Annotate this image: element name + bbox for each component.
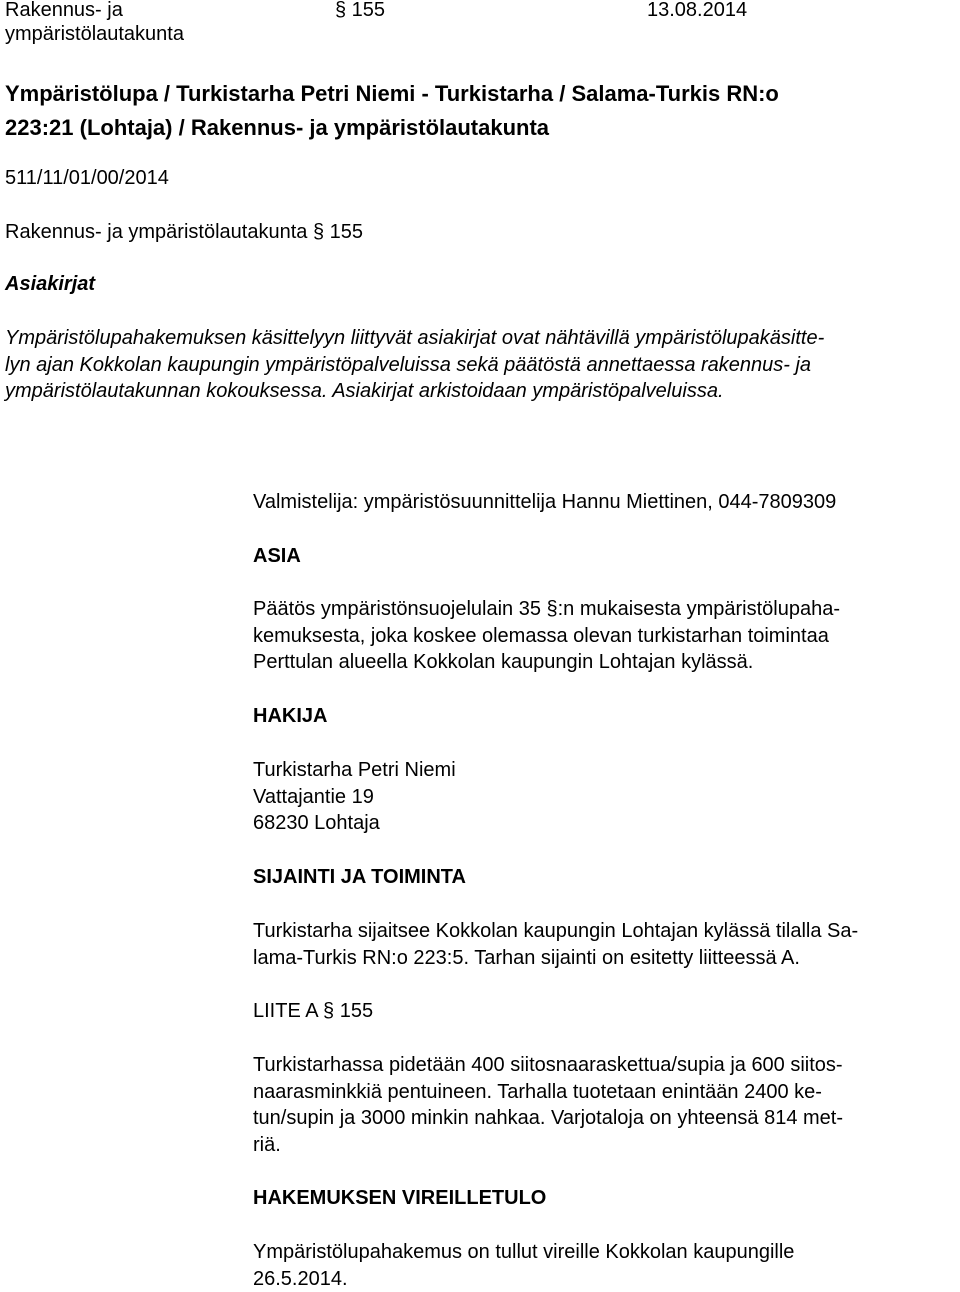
committee-name-line2: ympäristölautakunta	[5, 22, 184, 46]
operation-paragraph	[253, 1052, 843, 1158]
documents-paragraph	[5, 325, 824, 405]
documents-line: lyn ajan Kokkolan kaupungin ympäristöpalveluissa sekä päätöstä annettaessa rakennus- ja	[5, 352, 824, 379]
sijainti-paragraph	[253, 918, 858, 971]
asia-line: Päätös ympäristönsuojelulain 35 §:n mukaisesta ympäristölupaha-	[253, 596, 840, 623]
vireilletulo-heading: HAKEMUKSEN VIREILLETULO	[253, 1185, 546, 1212]
page-title	[5, 77, 960, 145]
section-number: § 155	[335, 0, 385, 22]
asia-paragraph	[253, 596, 840, 676]
vireilletulo-paragraph	[253, 1239, 794, 1292]
sijainti-heading: SIJAINTI JA TOIMINTA	[253, 864, 466, 891]
hakija-address	[253, 757, 456, 837]
asia-line: Perttulan alueella Kokkolan kaupungin Lohtajan kylässä.	[253, 649, 840, 676]
meeting-date: 13.08.2014	[647, 0, 747, 22]
documents-heading: Asiakirjat	[5, 271, 95, 298]
sijainti-line: lama-Turkis RN:o 223:5. Tarhan sijainti on esitetty liitteessä A.	[253, 945, 858, 972]
committee-section: Rakennus- ja ympäristölautakunta § 155	[5, 219, 363, 246]
operation-line: tun/supin ja 3000 minkin nahkaa. Varjotaloja on yhteensä 814 met-	[253, 1105, 843, 1132]
asia-line: kemuksesta, joka koskee olemassa olevan turkistarhan toimintaa	[253, 623, 840, 650]
title-line-1: Ympäristölupa / Turkistarha Petri Niemi - Turkistarha / Salama-Turkis RN:o	[5, 77, 960, 111]
title-line-2: 223:21 (Lohtaja) / Rakennus- ja ympäristölautakunta	[5, 111, 960, 145]
asia-heading: ASIA	[253, 543, 301, 570]
operation-line: Turkistarhassa pidetään 400 siitosnaaraskettua/supia ja 600 siitos-	[253, 1052, 843, 1079]
record-id: 511/11/01/00/2014	[5, 165, 169, 192]
vireilletulo-line: 26.5.2014.	[253, 1266, 794, 1292]
hakija-line: Vattajantie 19	[253, 784, 456, 811]
operation-line: riä.	[253, 1132, 843, 1159]
attachment-reference: LIITE A § 155	[253, 998, 373, 1025]
sijainti-line: Turkistarha sijaitsee Kokkolan kaupungin Lohtajan kylässä tilalla Sa-	[253, 918, 858, 945]
hakija-line: 68230 Lohtaja	[253, 810, 456, 837]
operation-line: naarasminkkiä pentuineen. Tarhalla tuotetaan enintään 2400 ke-	[253, 1079, 843, 1106]
documents-line: Ympäristölupahakemuksen käsittelyyn liittyvät asiakirjat ovat nähtävillä ympäristölupakäsitte-	[5, 325, 824, 352]
committee-name-line1: Rakennus- ja	[5, 0, 123, 22]
hakija-heading: HAKIJA	[253, 703, 327, 730]
documents-line: ympäristölautakunnan kokouksessa. Asiakirjat arkistoidaan ympäristöpalveluissa.	[5, 378, 824, 405]
vireilletulo-line: Ympäristölupahakemus on tullut vireille Kokkolan kaupungille	[253, 1239, 794, 1266]
preparer-line: Valmistelija: ympäristösuunnittelija Hannu Miettinen, 044-7809309	[253, 489, 836, 516]
hakija-line: Turkistarha Petri Niemi	[253, 757, 456, 784]
